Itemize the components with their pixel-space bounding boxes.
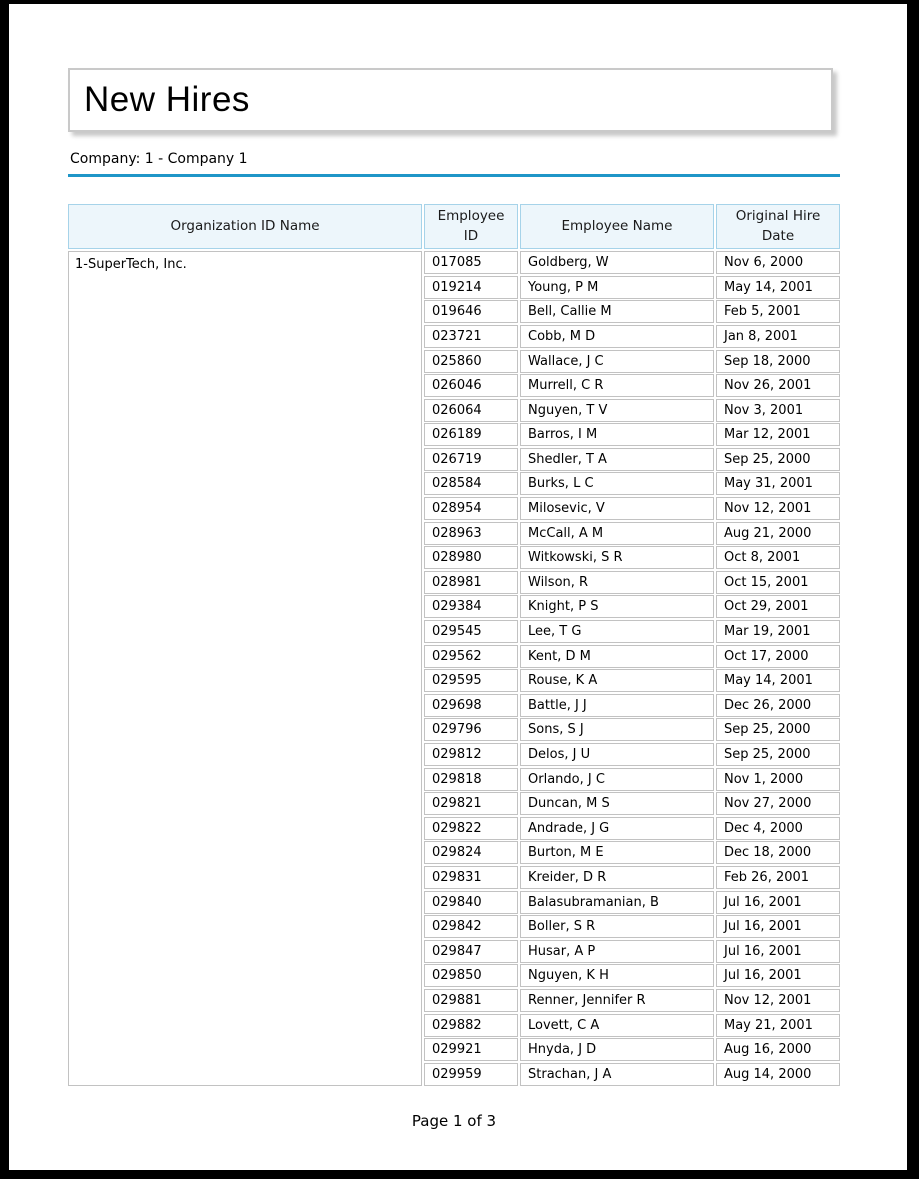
table-row [424,768,840,791]
employee-name-cell: Orlando, J C [520,768,714,791]
hire-date-cell: Sep 25, 2000 [716,743,840,766]
hire-date-cell: Oct 8, 2001 [716,546,840,569]
table-row [424,423,840,446]
column-header-employee-id: Employee ID [424,204,518,249]
hire-date-cell: Mar 19, 2001 [716,620,840,643]
hire-date-cell: Nov 27, 2000 [716,792,840,815]
employee-name-cell: Murrell, C R [520,374,714,397]
employee-id-cell: 026189 [424,423,518,446]
report-page [9,4,907,1170]
hire-date-cell: Feb 26, 2001 [716,866,840,889]
table-row [424,350,840,373]
employee-id-cell: 029698 [424,694,518,717]
employee-id-cell: 029812 [424,743,518,766]
employee-id-cell: 029831 [424,866,518,889]
table-row [424,251,840,274]
employee-name-cell: Kent, D M [520,645,714,668]
hire-date-cell: Nov 1, 2000 [716,768,840,791]
table-row [424,669,840,692]
hire-date-cell: Feb 5, 2001 [716,300,840,323]
table-row [424,989,840,1012]
table-row [424,571,840,594]
table-row [424,940,840,963]
hire-date-cell: Sep 18, 2000 [716,350,840,373]
employee-name-cell: Lee, T G [520,620,714,643]
employee-id-cell: 019646 [424,300,518,323]
table-row [424,522,840,545]
employee-id-cell: 029842 [424,915,518,938]
table-row [424,497,840,520]
table-header-row [68,204,840,249]
hire-date-cell: Jul 16, 2001 [716,891,840,914]
table-row [424,374,840,397]
new-hires-table [68,204,840,1086]
employee-name-cell: Andrade, J G [520,817,714,840]
employee-name-cell: Kreider, D R [520,866,714,889]
hire-date-cell: Oct 15, 2001 [716,571,840,594]
table-row [424,1038,840,1061]
employee-id-cell: 029824 [424,841,518,864]
table-row [424,891,840,914]
hire-date-cell: Nov 12, 2001 [716,497,840,520]
employee-name-cell: Nguyen, T V [520,399,714,422]
table-row [424,300,840,323]
employee-name-cell: Renner, Jennifer R [520,989,714,1012]
organization-cell: 1-SuperTech, Inc. [68,251,422,1086]
employee-name-cell: Wilson, R [520,571,714,594]
employee-name-cell: Goldberg, W [520,251,714,274]
employee-id-cell: 029595 [424,669,518,692]
hire-date-cell: Oct 17, 2000 [716,645,840,668]
table-row [424,817,840,840]
hire-date-cell: Dec 18, 2000 [716,841,840,864]
employee-id-cell: 019214 [424,276,518,299]
hire-date-cell: Sep 25, 2000 [716,448,840,471]
table-row [424,595,840,618]
employee-name-cell: Young, P M [520,276,714,299]
table-row [424,399,840,422]
employee-name-cell: Shedler, T A [520,448,714,471]
employee-name-cell: Burton, M E [520,841,714,864]
table-row [424,841,840,864]
report-title-box [68,68,833,132]
employee-id-cell: 026046 [424,374,518,397]
hire-date-cell: Aug 16, 2000 [716,1038,840,1061]
employee-id-cell: 029562 [424,645,518,668]
employee-id-cell: 029850 [424,964,518,987]
employee-id-cell: 029821 [424,792,518,815]
employee-id-cell: 028980 [424,546,518,569]
table-row [424,718,840,741]
hire-date-cell: Dec 26, 2000 [716,694,840,717]
employee-name-cell: Rouse, K A [520,669,714,692]
employee-id-cell: 026719 [424,448,518,471]
employee-id-cell: 029921 [424,1038,518,1061]
table-body [68,251,840,1086]
employee-id-cell: 028963 [424,522,518,545]
table-row [424,546,840,569]
hire-date-cell: May 14, 2001 [716,276,840,299]
employee-name-cell: Battle, J J [520,694,714,717]
table-row [424,1063,840,1086]
employee-id-cell: 029818 [424,768,518,791]
employee-name-cell: Knight, P S [520,595,714,618]
employee-id-cell: 029959 [424,1063,518,1086]
hire-date-cell: Nov 3, 2001 [716,399,840,422]
company-label: Company: 1 - Company 1 [70,151,248,167]
employee-name-cell: Husar, A P [520,940,714,963]
employee-id-cell: 017085 [424,251,518,274]
employee-name-cell: Nguyen, K H [520,964,714,987]
employee-id-cell: 029384 [424,595,518,618]
employee-name-cell: Balasubramanian, B [520,891,714,914]
column-header-employee-name: Employee Name [520,204,714,249]
hire-date-cell: Jul 16, 2001 [716,915,840,938]
company-bar [68,149,840,177]
employee-name-cell: Wallace, J C [520,350,714,373]
employee-id-cell: 029822 [424,817,518,840]
hire-date-cell: Aug 14, 2000 [716,1063,840,1086]
employee-id-cell: 029881 [424,989,518,1012]
hire-date-cell: May 21, 2001 [716,1014,840,1037]
hire-date-cell: Oct 29, 2001 [716,595,840,618]
hire-date-cell: Mar 12, 2001 [716,423,840,446]
table-row [424,1014,840,1037]
hire-date-cell: Jul 16, 2001 [716,940,840,963]
hire-date-cell: May 31, 2001 [716,472,840,495]
table-row [424,448,840,471]
table-row [424,325,840,348]
hire-date-cell: Jan 8, 2001 [716,325,840,348]
employee-name-cell: Bell, Callie M [520,300,714,323]
table-row [424,472,840,495]
hire-date-cell: Nov 26, 2001 [716,374,840,397]
table-row [424,694,840,717]
page-title: New Hires [84,80,250,119]
table-row [424,645,840,668]
table-row [424,792,840,815]
employee-id-cell: 029840 [424,891,518,914]
table-row [424,964,840,987]
employee-name-cell: Sons, S J [520,718,714,741]
page-footer [68,1112,840,1130]
employee-name-cell: Burks, L C [520,472,714,495]
hire-date-cell: Jul 16, 2001 [716,964,840,987]
employee-id-cell: 029847 [424,940,518,963]
employee-name-cell: Duncan, M S [520,792,714,815]
employee-name-cell: Delos, J U [520,743,714,766]
employee-name-cell: McCall, A M [520,522,714,545]
table-row [424,743,840,766]
page-number: Page 1 of 3 [411,1111,497,1130]
employee-name-cell: Cobb, M D [520,325,714,348]
hire-date-cell: Nov 12, 2001 [716,989,840,1012]
employee-id-cell: 028584 [424,472,518,495]
employee-name-cell: Strachan, J A [520,1063,714,1086]
employee-rows [424,251,840,1086]
employee-name-cell: Hnyda, J D [520,1038,714,1061]
hire-date-cell: May 14, 2001 [716,669,840,692]
employee-id-cell: 029882 [424,1014,518,1037]
report-content [68,4,840,1130]
employee-id-cell: 028981 [424,571,518,594]
table-row [424,866,840,889]
hire-date-cell: Aug 21, 2000 [716,522,840,545]
employee-id-cell: 029796 [424,718,518,741]
employee-id-cell: 028954 [424,497,518,520]
hire-date-cell: Sep 25, 2000 [716,718,840,741]
employee-name-cell: Boller, S R [520,915,714,938]
employee-id-cell: 029545 [424,620,518,643]
table-row [424,915,840,938]
employee-id-cell: 026064 [424,399,518,422]
employee-name-cell: Milosevic, V [520,497,714,520]
hire-date-cell: Nov 6, 2000 [716,251,840,274]
employee-id-cell: 023721 [424,325,518,348]
column-header-organization: Organization ID Name [68,204,422,249]
employee-name-cell: Barros, I M [520,423,714,446]
hire-date-cell: Dec 4, 2000 [716,817,840,840]
employee-name-cell: Lovett, C A [520,1014,714,1037]
table-row [424,276,840,299]
table-row [424,620,840,643]
employee-id-cell: 025860 [424,350,518,373]
column-header-hire-date: Original Hire Date [716,204,840,249]
employee-name-cell: Witkowski, S R [520,546,714,569]
